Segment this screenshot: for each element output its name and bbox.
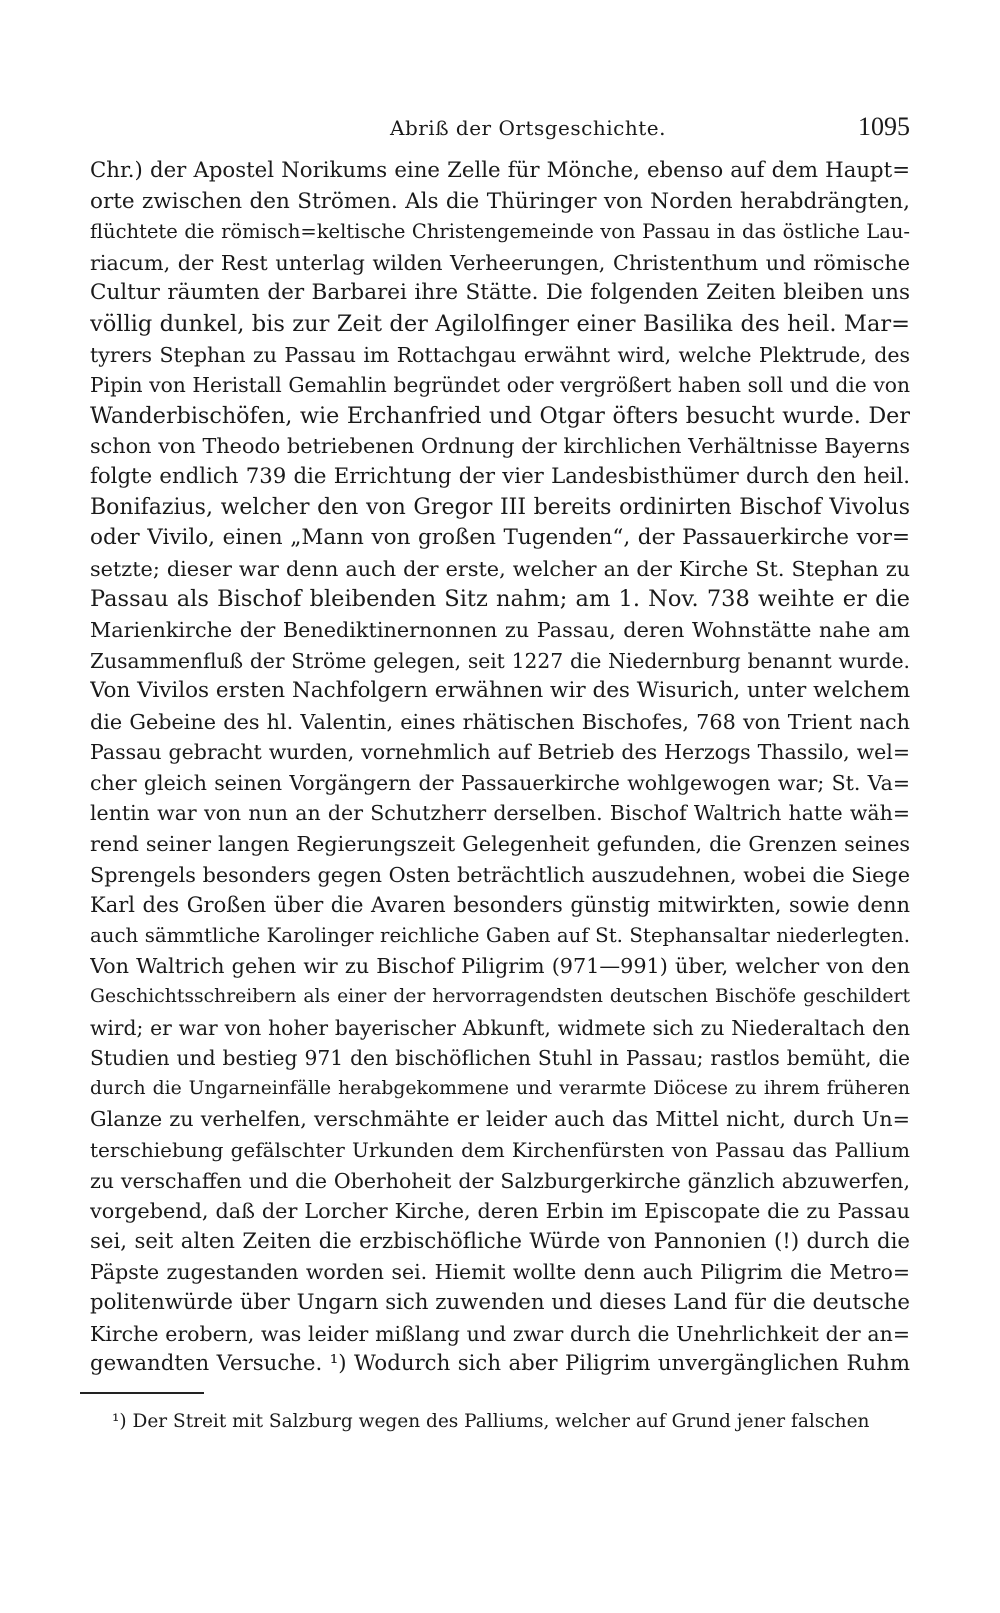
text-line: lentin war von nun an der Schutzherr derselben. Bischof Waltrich hatte wäh= — [90, 801, 910, 826]
running-head — [90, 112, 910, 148]
text-line: Zusammenfluß der Ströme gelegen, seit 1227 die Niedernburg benannt wurde. — [90, 648, 910, 673]
text-line: gewandten Versuche. ¹) Wodurch sich aber Piligrim unvergänglichen Ruhm — [90, 1351, 910, 1377]
text-line: orte zwischen den Strömen. Als die Thüringer von Norden herabdrängten, — [90, 188, 910, 214]
text-line: oder Vivilo, einen „Mann von großen Tugenden“, der Passauerkirche vor= — [90, 525, 910, 551]
text-line: tyrers Stephan zu Passau im Rottachgau erwähnt wird, welche Plektrude, des — [90, 342, 910, 367]
text-line: Kirche erobern, was leider mißlang und zwar durch die Unehrlichkeit der an= — [90, 1321, 910, 1346]
running-title: Abriß der Ortsgeschichte. — [390, 116, 666, 140]
text-line: politenwürde über Ungarn sich zuwenden und dieses Land für die deutsche — [90, 1289, 910, 1315]
text-line: Von Vivilos ersten Nachfolgern erwähnen wir des Wisurich, unter welchem — [90, 678, 910, 704]
text-line: auch sämmtliche Karolinger reichliche Gaben auf St. Stephansaltar niederlegten. — [90, 923, 910, 947]
text-line: riacum, der Rest unterlag wilden Verheerungen, Christenthum und römische — [90, 250, 910, 275]
text-line: Sprengels besonders gegen Osten beträchtlich auszudehnen, wobei die Siege — [90, 862, 910, 887]
page-number: 1095 — [858, 112, 910, 141]
text-line: Marienkirche der Benediktinernonnen zu Passau, deren Wohnstätte nahe am — [90, 617, 910, 642]
text-line: Passau als Bischof bleibenden Sitz nahm; am 1. Nov. 738 weihte er die — [90, 586, 910, 613]
text-line: Geschichtsschreibern als einer der hervorragendsten deutschen Bischöfe geschildert — [90, 986, 910, 1008]
text-line: durch die Ungarneinfälle herabgekommene und verarmte Diöcese zu ihrem früheren — [90, 1077, 910, 1099]
text-line: rend seiner langen Regierungszeit Gelegenheit gefunden, die Grenzen seines — [90, 832, 910, 857]
text-line: Passau gebracht wurden, vornehmlich auf Betrieb des Herzogs Thassilo, wel= — [90, 740, 910, 765]
text-line: schon von Theodo betriebenen Ordnung der kirchlichen Verhältnisse Bayerns — [90, 434, 910, 459]
text-line: cher gleich seinen Vorgängern der Passauerkirche wohlgewogen war; St. Va= — [90, 770, 910, 795]
text-line: die Gebeine des hl. Valentin, eines rhätischen Bischofes, 768 von Trient nach — [90, 709, 910, 734]
text-line: Studien und bestieg 971 den bischöflichen Stuhl in Passau; rastlos bemüht, die — [90, 1046, 910, 1071]
text-line: Cultur räumten der Barbarei ihre Stätte. Die folgenden Zeiten bleiben uns — [90, 280, 910, 306]
text-line: Bonifazius, welcher den von Gregor III bereits ordinirten Bischof Vivolus — [90, 494, 910, 520]
text-line: völlig dunkel, bis zur Zeit der Agilolfinger einer Basilika des heil. Mar= — [90, 310, 910, 337]
text-line: setzte; dieser war denn auch der erste, welcher an der Kirche St. Stephan zu — [90, 556, 910, 581]
text-line: Chr.) der Apostel Norikums eine Zelle für Mönche, ebenso auf dem Haupt= — [90, 158, 910, 183]
text-line: Päpste zugestanden worden sei. Hiemit wollte denn auch Piligrim die Metro= — [90, 1260, 910, 1285]
text-line: flüchtete die römisch=keltische Christengemeinde von Passau in das östliche Lau- — [90, 220, 910, 244]
text-line: Wanderbischöfen, wie Erchanfried und Otgar öfters besucht wurde. Der — [90, 402, 910, 429]
body-text — [90, 156, 910, 1380]
footnote-divider — [80, 1392, 204, 1394]
text-line: sei, seit alten Zeiten die erzbischöfliche Würde von Pannonien (!) durch die — [90, 1228, 910, 1254]
text-line: Karl des Großen über die Avaren besonders günstig mitwirkten, sowie denn — [90, 893, 910, 918]
text-line: Pipin von Heristall Gemahlin begründet oder vergrößert haben soll und die von — [90, 373, 910, 398]
text-line: Von Waltrich gehen wir zu Bischof Piligrim (971—991) über, welcher von den — [90, 954, 910, 979]
text-line: vorgebend, daß der Lorcher Kirche, deren Erbin im Episcopate die zu Passau — [90, 1199, 910, 1224]
text-line: zu verschaffen und die Oberhoheit der Salzburgerkirche gänzlich abzuwerfen, — [90, 1168, 910, 1193]
text-line: wird; er war von hoher bayerischer Abkunft, widmete sich zu Niederaltach den — [90, 1015, 910, 1040]
text-line: folgte endlich 739 die Errichtung der vier Landesbisthümer durch den heil. — [90, 463, 910, 489]
footnote: ¹) Der Streit mit Salzburg wegen des Palliums, welcher auf Grund jener falschen — [112, 1411, 870, 1432]
text-line: terschiebung gefälschter Urkunden dem Kirchenfürsten von Passau das Pallium — [90, 1138, 910, 1162]
text-line: Glanze zu verhelfen, verschmähte er leider auch das Mittel nicht, durch Un= — [90, 1107, 910, 1132]
